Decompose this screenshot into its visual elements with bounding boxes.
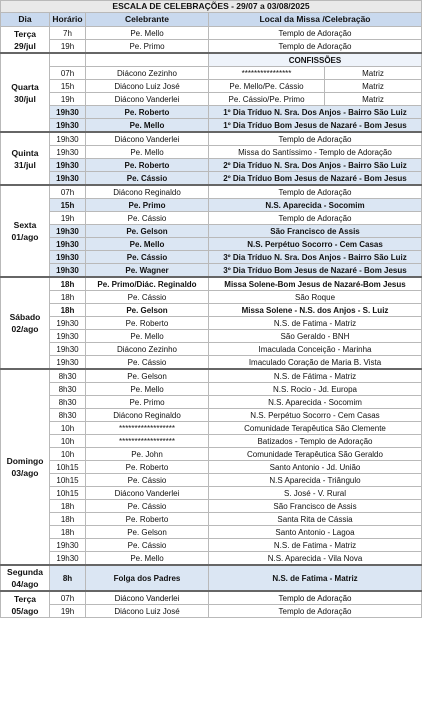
schedule-row	[1, 330, 422, 343]
time-cell: 18h	[50, 277, 86, 291]
celebrant-cell: Pe. Primo/Diác. Reginaldo	[86, 277, 209, 291]
celebrant-cell: Pe. Roberto	[86, 461, 209, 474]
schedule-row	[1, 225, 422, 238]
schedule-row	[1, 291, 422, 304]
day-label-line: 03/ago	[11, 468, 39, 478]
schedule-row	[1, 356, 422, 370]
celebrant-cell: Pe. Gelson	[86, 225, 209, 238]
schedule-row	[1, 40, 422, 54]
day-label-line: Sábado	[9, 312, 41, 322]
place-cell: Imaculada Conceição - Marinha	[209, 343, 422, 356]
time-cell: 07h	[50, 67, 86, 80]
schedule-row	[1, 93, 422, 106]
schedule-row	[1, 474, 422, 487]
place-cell: N.S. Aparecida - Socomim	[209, 199, 422, 212]
place-cell: N.S. de Fatima - Matriz	[209, 539, 422, 552]
schedule-row	[1, 565, 422, 591]
celebrant-cell: Diácono Luiz José	[86, 605, 209, 618]
schedule-row	[1, 435, 422, 448]
celebrant-cell: Diácono Zezinho	[86, 343, 209, 356]
schedule-row	[1, 159, 422, 172]
place-cell: Templo de Adoração	[209, 132, 422, 146]
schedule-row	[1, 487, 422, 500]
celebrant-cell: ******************	[86, 422, 209, 435]
place-cell: Missa do Santíssimo - Templo de Adoração	[209, 146, 422, 159]
time-cell: 10h	[50, 435, 86, 448]
schedule-row	[1, 172, 422, 186]
place-cell: Missa Solene - N.S. dos Anjos - S. Luiz	[209, 304, 422, 317]
time-cell: 10h15	[50, 461, 86, 474]
day-label-line: Quarta	[11, 81, 39, 92]
place-cell: 3º Dia Tríduo N. Sra. Dos Anjos - Bairro São Luiz	[209, 251, 422, 264]
day-cell	[1, 591, 50, 618]
celebrant-cell: Pe. Cássio	[86, 212, 209, 225]
time-cell: 19h	[50, 605, 86, 618]
time-cell: 18h	[50, 291, 86, 304]
place-cell: N.S. Perpétuo Socorro - Cem Casas	[209, 238, 422, 251]
schedule-row	[1, 383, 422, 396]
schedule-row	[1, 264, 422, 278]
schedule-row	[1, 238, 422, 251]
celebrant-cell: Pe. Primo	[86, 40, 209, 54]
celebrant-cell: Pe. Roberto	[86, 317, 209, 330]
celebrant-cell: Pe. Wagner	[86, 264, 209, 278]
schedule-row	[1, 80, 422, 93]
place-cell: N.S. Perpétuo Socorro - Cem Casas	[209, 409, 422, 422]
time-cell: 19h30	[50, 106, 86, 119]
schedule-row	[1, 146, 422, 159]
time-cell: 19h30	[50, 132, 86, 146]
time-cell: 18h	[50, 304, 86, 317]
confissoes-row	[1, 53, 422, 67]
place-cell: Santa Rita de Cássia	[209, 513, 422, 526]
day-label-line: Segunda	[7, 567, 43, 577]
day-cell	[1, 27, 50, 54]
place-cell: 1º Dia Tríduo N. Sra. Dos Anjos - Bairro São Luiz	[209, 106, 422, 119]
place-cell: 2º Dia Tríduo N. Sra. Dos Anjos - Bairro São Luiz	[209, 159, 422, 172]
celebrant-cell: Pe. Roberto	[86, 106, 209, 119]
celebrant-cell: Pe. Cássio	[86, 539, 209, 552]
celebrant-cell: Diácono Zezinho	[86, 67, 209, 80]
day-label-line: Sexta	[13, 220, 37, 230]
schedule-row	[1, 461, 422, 474]
celebrant-cell: Pe. Gelson	[86, 526, 209, 539]
time-cell: 19h30	[50, 238, 86, 251]
celebrant-cell: ******************	[86, 435, 209, 448]
time-cell: 07h	[50, 591, 86, 605]
time-cell: 8h30	[50, 396, 86, 409]
schedule-row	[1, 396, 422, 409]
day-label-line: Quinta	[11, 147, 39, 158]
celebrant-cell: Diácono Luiz José	[86, 80, 209, 93]
schedule-row	[1, 132, 422, 146]
place-cell: Templo de Adoração	[209, 591, 422, 605]
day-label-line: 30/jul	[14, 93, 36, 104]
time-cell: 19h30	[50, 119, 86, 133]
place-cell: São Roque	[209, 291, 422, 304]
time-cell: 19h30	[50, 172, 86, 186]
day-label-line: 29/jul	[14, 40, 36, 51]
celebrant-cell: Pe. Cássio	[86, 500, 209, 513]
celebrant-cell: Pe. Mello	[86, 552, 209, 566]
celebrant-cell: Pe. Cássio	[86, 172, 209, 186]
day-label-line: 05/ago	[11, 605, 39, 616]
place-secondary-cell: Matriz	[325, 67, 422, 80]
schedule-row	[1, 277, 422, 291]
schedule-row	[1, 185, 422, 199]
place-secondary-cell: Matriz	[325, 80, 422, 93]
time-cell: 19h30	[50, 159, 86, 172]
schedule-row	[1, 500, 422, 513]
place-cell: Templo de Adoração	[209, 27, 422, 40]
header-place: Local da Missa /Celebração	[209, 13, 422, 27]
place-cell: N.S. de Fátima - Matriz	[209, 369, 422, 383]
place-cell: 3º Dia Tríduo Bom Jesus de Nazaré - Bom Jesus	[209, 264, 422, 278]
place-cell: N.S. Rocio - Jd. Europa	[209, 383, 422, 396]
place-cell: Imaculado Coração de Maria B. Vista	[209, 356, 422, 370]
schedule-row	[1, 304, 422, 317]
place-cell: São Francisco de Assis	[209, 225, 422, 238]
schedule-row	[1, 539, 422, 552]
celebrant-cell: Pe. Cássio	[86, 474, 209, 487]
schedule-row	[1, 591, 422, 605]
time-cell: 19h30	[50, 539, 86, 552]
celebrant-cell: Pe. Mello	[86, 383, 209, 396]
place-secondary-cell: Matriz	[325, 93, 422, 106]
celebrant-cell: Pe. Gelson	[86, 304, 209, 317]
place-cell: São Geraldo - BNH	[209, 330, 422, 343]
place-cell: Pe. Mello/Pe. Cássio	[209, 80, 325, 93]
time-cell: 8h30	[50, 409, 86, 422]
celebrant-cell: Pe. Primo	[86, 199, 209, 212]
time-cell: 19h	[50, 212, 86, 225]
schedule-row	[1, 409, 422, 422]
day-label-line: 01/ago	[11, 232, 39, 242]
place-cell: S. José - V. Rural	[209, 487, 422, 500]
celebrant-cell: Pe. Cássio	[86, 251, 209, 264]
schedule-row	[1, 27, 422, 40]
place-cell: N.S. Aparecida - Vila Nova	[209, 552, 422, 566]
place-cell: Comunidade Terapêutica São Geraldo	[209, 448, 422, 461]
celebrant-cell: Pe. Roberto	[86, 159, 209, 172]
celebrant-cell: Diácono Vanderlei	[86, 591, 209, 605]
time-cell: 8h30	[50, 369, 86, 383]
schedule-row	[1, 343, 422, 356]
time-cell: 8h30	[50, 383, 86, 396]
celebrant-cell: Pe. Roberto	[86, 513, 209, 526]
place-cell: Templo de Adoração	[209, 605, 422, 618]
place-cell: Templo de Adoração	[209, 212, 422, 225]
day-label-line: 02/ago	[11, 324, 39, 334]
place-cell: N.S Aparecida - Triângulo	[209, 474, 422, 487]
time-cell: 7h	[50, 27, 86, 40]
time-cell: 10h	[50, 422, 86, 435]
schedule-row	[1, 67, 422, 80]
sheet-title: ESCALA DE CELEBRAÇÕES - 29/07 a 03/08/2025	[1, 1, 422, 13]
place-cell: Templo de Adoração	[209, 40, 422, 54]
celebrant-cell: Pe. Cássio	[86, 356, 209, 370]
day-cell	[1, 369, 50, 565]
day-cell	[1, 185, 50, 277]
confissoes-label: CONFISSÕES	[209, 53, 422, 67]
place-cell: N.S. de Fatima - Matriz	[209, 565, 422, 591]
schedule-row	[1, 106, 422, 119]
day-label-line: Domingo	[6, 456, 44, 466]
time-cell: 19h30	[50, 356, 86, 370]
schedule-row	[1, 199, 422, 212]
time-cell: 10h15	[50, 487, 86, 500]
schedule-row	[1, 317, 422, 330]
celebrant-cell: Pe. Mello	[86, 330, 209, 343]
schedule-row	[1, 513, 422, 526]
place-cell: Santo Antonio - Jd. União	[209, 461, 422, 474]
schedule-row	[1, 422, 422, 435]
celebrant-cell: Pe. Gelson	[86, 369, 209, 383]
celebrant-cell	[86, 53, 209, 67]
place-cell: 2º Dia Tríduo Bom Jesus de Nazaré - Bom Jesus	[209, 172, 422, 186]
place-cell: 1º Dia Tríduo Bom Jesus de Nazaré - Bom Jesus	[209, 119, 422, 133]
schedule-row	[1, 119, 422, 133]
celebrant-cell: Diácono Reginaldo	[86, 409, 209, 422]
time-cell: 19h30	[50, 317, 86, 330]
day-cell	[1, 565, 50, 591]
time-cell: 15h	[50, 199, 86, 212]
time-cell: 10h	[50, 448, 86, 461]
celebrant-cell: Pe. Mello	[86, 146, 209, 159]
place-cell: N.S. de Fatima - Matriz	[209, 317, 422, 330]
time-cell: 19h30	[50, 146, 86, 159]
place-cell: ****************	[209, 67, 325, 80]
schedule-row	[1, 552, 422, 566]
time-cell: 18h	[50, 526, 86, 539]
day-label-line: 04/ago	[11, 579, 39, 589]
time-cell: 19h30	[50, 264, 86, 278]
time-cell: 18h	[50, 513, 86, 526]
celebrant-cell: Diácono Vanderlei	[86, 93, 209, 106]
time-cell: 19h30	[50, 251, 86, 264]
day-cell	[1, 53, 50, 132]
place-cell: Santo Antonio - Lagoa	[209, 526, 422, 539]
header-day: Dia	[1, 13, 50, 27]
schedule-row	[1, 605, 422, 618]
day-cell	[1, 277, 50, 369]
day-label-line: Terça	[13, 28, 37, 39]
celebrant-cell: Diácono Vanderlei	[86, 132, 209, 146]
celebrant-cell: Pe. Mello	[86, 238, 209, 251]
time-cell	[50, 53, 86, 67]
place-cell: Comunidade Terapêutica São Clemente	[209, 422, 422, 435]
time-cell: 19h30	[50, 552, 86, 566]
day-label-line: Terça	[13, 593, 37, 604]
time-cell: 10h15	[50, 474, 86, 487]
celebrant-cell: Pe. Cássio	[86, 291, 209, 304]
celebrant-cell: Pe. Mello	[86, 119, 209, 133]
time-cell: 18h	[50, 500, 86, 513]
time-cell: 19h30	[50, 330, 86, 343]
place-cell: Batizados - Templo de Adoração	[209, 435, 422, 448]
place-cell: Pe. Cássio/Pe. Primo	[209, 93, 325, 106]
schedule-row	[1, 526, 422, 539]
day-label-line: 31/jul	[14, 159, 36, 170]
celebrant-cell: Pe. John	[86, 448, 209, 461]
day-cell	[1, 132, 50, 185]
schedule-row	[1, 369, 422, 383]
place-cell: Templo de Adoração	[209, 185, 422, 199]
celebrant-cell: Pe. Mello	[86, 27, 209, 40]
schedule-row	[1, 448, 422, 461]
time-cell: 19h	[50, 40, 86, 54]
header-celebrant: Celebrante	[86, 13, 209, 27]
celebrant-cell: Diácono Vanderlei	[86, 487, 209, 500]
time-cell: 19h	[50, 93, 86, 106]
place-cell: N.S. Aparecida - Socomim	[209, 396, 422, 409]
place-cell: Missa Solene-Bom Jesus de Nazaré-Bom Jesus	[209, 277, 422, 291]
celebrant-cell: Diácono Reginaldo	[86, 185, 209, 199]
schedule-row	[1, 251, 422, 264]
time-cell: 19h30	[50, 343, 86, 356]
celebrant-cell: Folga dos Padres	[86, 565, 209, 591]
place-cell: São Francisco de Assis	[209, 500, 422, 513]
header-time: Horário	[50, 13, 86, 27]
time-cell: 07h	[50, 185, 86, 199]
time-cell: 19h30	[50, 225, 86, 238]
celebrant-cell: Pe. Primo	[86, 396, 209, 409]
schedule-row	[1, 212, 422, 225]
time-cell: 15h	[50, 80, 86, 93]
time-cell: 8h	[50, 565, 86, 591]
